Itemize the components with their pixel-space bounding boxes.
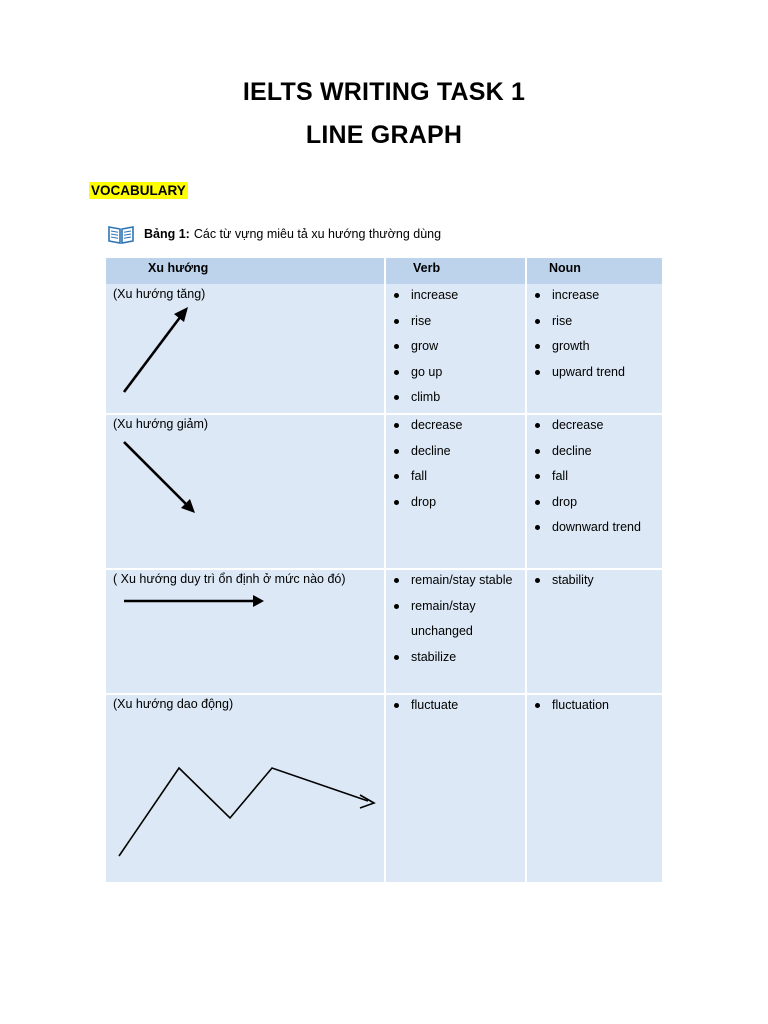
list-item: decrease xyxy=(530,417,641,443)
list-item: grow xyxy=(389,338,458,364)
zigzag-arrow-icon xyxy=(106,258,384,882)
caption-label: Bảng 1: xyxy=(144,227,190,241)
list-item: stability xyxy=(530,572,594,598)
list-item: stabilize xyxy=(389,649,512,675)
list-item: decline xyxy=(389,443,462,469)
column-divider xyxy=(384,258,386,882)
table-caption xyxy=(108,224,441,244)
header-verb: Verb xyxy=(413,261,441,275)
list-item: decrease xyxy=(389,417,462,443)
list-item: fluctuation xyxy=(530,697,609,723)
list-item-text: remain/stay xyxy=(411,598,476,613)
open-book-icon xyxy=(108,224,134,244)
list-item: upward trend xyxy=(530,364,625,390)
list-item: drop xyxy=(530,494,641,520)
trend-label-fluctuate: (Xu hướng dao động) xyxy=(113,697,234,711)
trend-label-decrease: (Xu hướng giảm) xyxy=(113,417,209,431)
column-divider xyxy=(525,258,527,882)
noun-list-fluctuate xyxy=(530,697,609,723)
page-title: IELTS WRITING TASK 1 xyxy=(242,78,526,106)
vocabulary-table xyxy=(106,258,662,882)
list-item: decline xyxy=(530,443,641,469)
vocabulary-label: VOCABULARY xyxy=(91,183,186,198)
noun-list-increase xyxy=(530,287,625,389)
caption-text: Các từ vựng miêu tả xu hướng thường dùng xyxy=(193,227,442,241)
list-item-text-continued: unchanged xyxy=(411,623,473,638)
list-item: fluctuate xyxy=(389,697,458,723)
list-item: remain/stay stable xyxy=(389,572,512,598)
list-item: go up xyxy=(389,364,458,390)
list-item: climb xyxy=(389,389,458,415)
trend-label-increase: (Xu hướng tăng) xyxy=(113,287,206,301)
list-item: downward trend xyxy=(530,519,641,545)
verb-list-stable xyxy=(389,572,512,674)
list-item: rise xyxy=(389,313,458,339)
noun-list-stable xyxy=(530,572,594,598)
verb-list-fluctuate xyxy=(389,697,458,723)
list-item: growth xyxy=(530,338,625,364)
list-item: rise xyxy=(530,313,625,339)
list-item: fall xyxy=(530,468,641,494)
list-item: drop xyxy=(389,494,462,520)
list-item xyxy=(389,598,512,649)
list-item: increase xyxy=(530,287,625,313)
page-subtitle: LINE GRAPH xyxy=(305,121,463,149)
noun-list-decrease xyxy=(530,417,641,545)
header-noun: Noun xyxy=(549,261,581,275)
verb-list-decrease xyxy=(389,417,462,519)
trend-label-stable: ( Xu hướng duy trì ổn định ở mức nào đó) xyxy=(113,572,346,586)
verb-list-increase xyxy=(389,287,458,415)
header-trend: Xu hướng xyxy=(148,261,209,275)
list-item: fall xyxy=(389,468,462,494)
list-item: increase xyxy=(389,287,458,313)
